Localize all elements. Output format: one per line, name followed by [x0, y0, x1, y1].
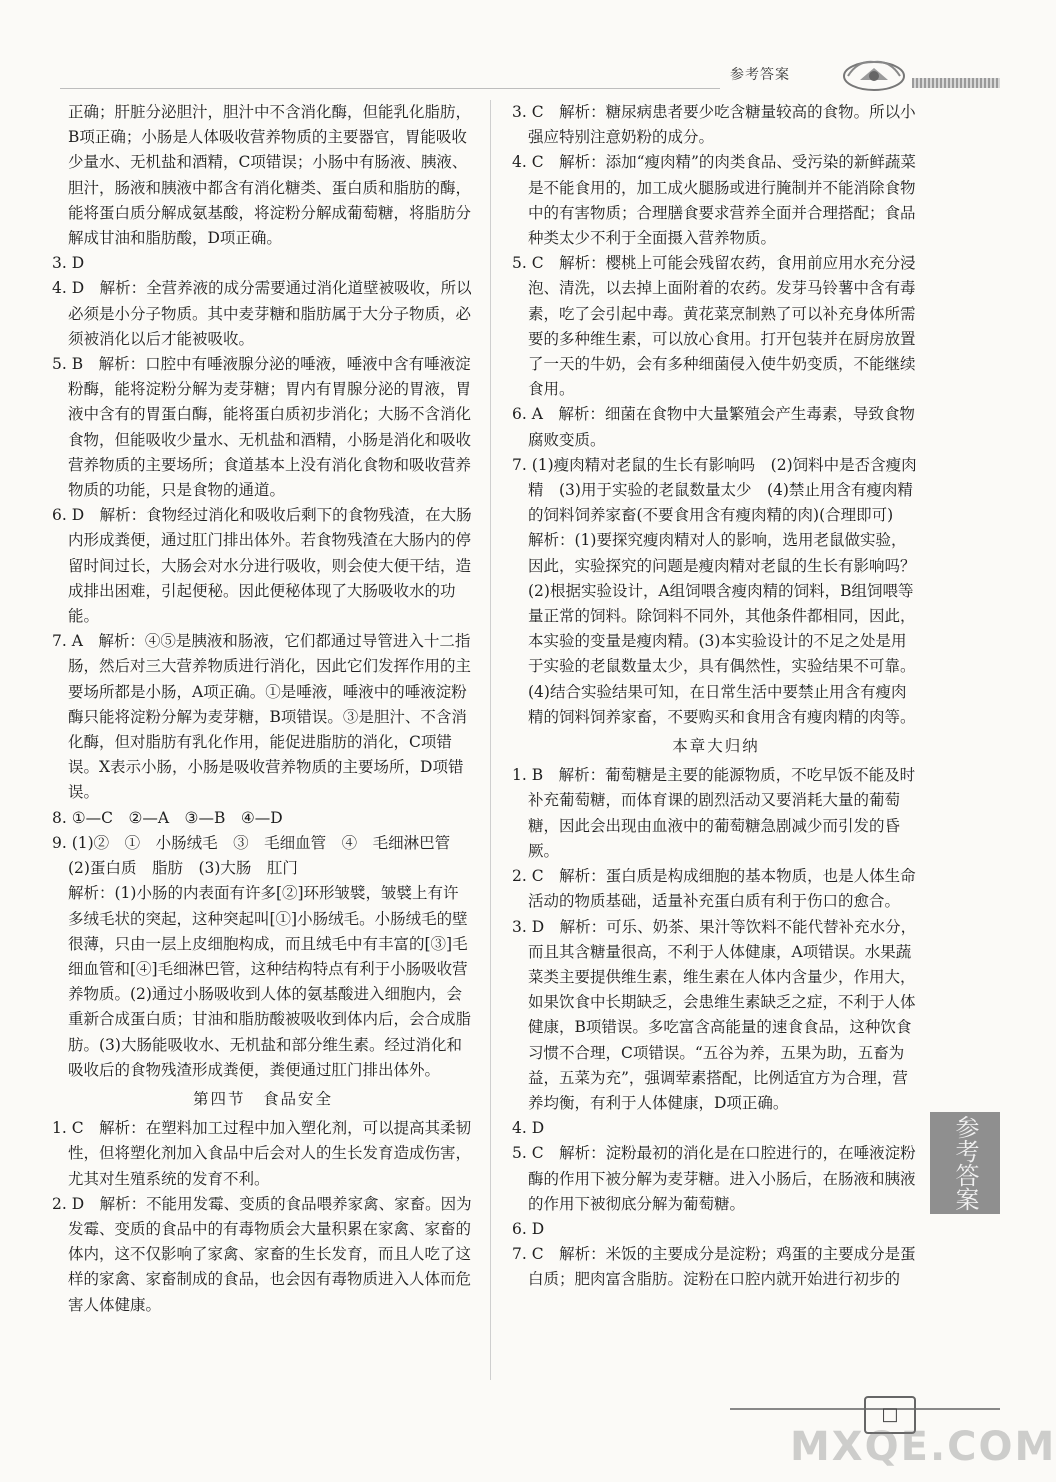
answer-item: 5. C 解析：淀粉最初的消化是在口腔进行的，在唾液淀粉酶的作用下被分解为麦芽糖。进入小肠后，在肠液和胰液的作用下被彻底分解为葡萄糖。 — [512, 1144, 916, 1213]
answer-item: 6. A 解析：细菌在食物中大量繁殖会产生毒素，导致食物腐败变质。 — [512, 405, 915, 449]
answer-item: 2. C 解析：蛋白质是构成细胞的基本物质，也是人体生命活动的物质基础，适量补充蛋白质有利于伤口的愈合。 — [512, 867, 916, 911]
answer-item: 5. B 解析：口腔中有唾液腺分泌的唾液，唾液中含有唾液淀粉酶，能将淀粉分解为麦芽糖；胃内有胃腺分泌的胃液，胃液中含有的胃蛋白酶，能将蛋白质初步消化；大肠不含消化食物，但能吸收少量水、无机盐和酒精，小肠是消化和吸收营养物质的主要场所；食道基本上没有消化食物和吸收营养物质的功能，只是食物的通道。 — [52, 355, 472, 500]
left-column — [52, 100, 474, 1318]
answer-item: 正确；肝脏分泌胆汁，胆汁中不含消化酶，但能乳化脂肪，B项正确；小肠是人体吸收营养物质的主要器官，胃能吸收少量水、无机盐和酒精，C项错误；小肠中有肠液、胰液、胆汁，肠液和胰液中都含有消化糖类、蛋白质和脂肪的酶，能将蛋白质分解成氨基酸，将淀粉分解成葡萄糖，将脂肪分解成甘油和脂肪酸，D项正确。 — [68, 103, 472, 248]
answer-item: 解析：(1)小肠的内表面有许多[②]环形皱襞，皱襞上有许多绒毛状的突起，这种突起叫[①]小肠绒毛。小肠绒毛的壁很薄，只由一层上皮细胞构成，而且绒毛中有丰富的[③]毛细血管和[④]毛细淋巴管，这种结构特点有利于小肠吸收营养物质。(2)通过小肠吸收到人体的氨基酸进入细胞内，会重新合成蛋白质；甘油和脂肪酸被吸收到体内后，会合成脂肪。(3)大肠能吸收水、无机盐和部分维生素。经过消化和吸收后的食物残渣形成粪便，粪便通过肛门排出体外。 — [68, 884, 472, 1079]
page-number-box: □ — [864, 1396, 916, 1434]
answer-item: 1. B 解析：葡萄糖是主要的能源物质，不吃早饭不能及时补充葡萄糖，而体育课的剧烈活动又要消耗大量的葡萄糖，因此会出现由血液中的葡萄糖急剧减少而引发的昏厥。 — [512, 766, 916, 860]
answer-item: 6. D — [512, 1219, 545, 1238]
answer-item: 3. D — [52, 254, 85, 273]
answer-item: 4. D 解析：全营养液的成分需要通过消化道壁被吸收，所以必须是小分子物质。其中麦芽糖和脂肪属于大分子物质，必须被消化以后才能被吸收。 — [52, 279, 472, 348]
column-divider — [490, 100, 491, 1380]
answer-item: 5. C 解析：樱桃上可能会残留农药，食用前应用水充分浸泡、清洗，以去掉上面附着的农药。发芽马铃薯中含有毒素，吃了会引起中毒。黄花菜烹制熟了可以补充身体所需要的多种维生素，可以放心食用。打开包装并在厨房放置了一天的牛奶，会有多种细菌侵入使牛奶变质，不能继续食用。 — [512, 254, 916, 399]
answer-item: 1. C 解析：在塑料加工过程中加入塑化剂，可以提高其柔韧性，但将塑化剂加入食品中后会对人的生长发育造成伤害，尤其对生殖系统的发育不利。 — [52, 1119, 472, 1188]
answer-item: 2. D 解析：不能用发霉、变质的食品喂养家禽、家畜。因为发霉、变质的食品中的有毒物质会大量积累在家禽、家畜的体内，这不仅影响了家禽、家畜的生长发育，而且人吃了这样的家禽、家畜制成的食品，也会因有毒物质进入人体而危害人体健康。 — [52, 1194, 472, 1314]
right-column — [512, 100, 920, 1293]
header-deco-bar — [912, 78, 1000, 88]
answer-item: 3. C 解析：糖尿病患者要少吃含糖量较高的食物。所以小强应特别注意奶粉的成分。 — [512, 103, 916, 147]
page-header — [0, 52, 1000, 92]
header-title: 参考答案 — [730, 67, 790, 83]
watermark-logo: MXQE.COM — [790, 1424, 1056, 1470]
answer-item: 9. (1)② ① 小肠绒毛 ③ 毛细血管 ④ 毛细淋巴管 (2)蛋白质 脂肪 (3)大肠 肛门 — [52, 833, 466, 878]
answer-item: 7. A 解析：④⑤是胰液和肠液，它们都通过导管进入十二指肠，然后对三大营养物质进行消化，因此它们发挥作用的主要场所都是小肠，A项正确。①是唾液，唾液中的唾液淀粉酶只能将淀粉分解为麦芽糖，B项错误。③是胆汁、不含消化酶，但对脂肪有乳化作用，能促进脂肪的消化，C项错误。X表示小肠，小肠是吸收营养物质的主要场所，D项错误。 — [52, 632, 472, 802]
answer-item: 解析：(1)要探究瘦肉精对人的影响，选用老鼠做实验，因此，实验探究的问题是瘦肉精对老鼠的生长有影响吗？(2)根据实验设计，A组饲喂含瘦肉精的饲料，B组饲喂等量正常的饲料。除饲料不同外，其他条件都相同，因此，本实验的变量是瘦肉精。(3)本实验设计的不足之处是用于实验的老鼠数量太少，具有偶然性，实验结果不可靠。(4)结合实验结果可知，在日常生活中要禁止用含有瘦肉精的饲料饲养家畜，不要购买和食用含有瘦肉精的肉等。 — [528, 531, 916, 726]
side-tab: 参考答案 — [930, 1112, 1000, 1214]
section-title: 本章大归纳 — [672, 737, 760, 756]
answer-item: 7. (1)瘦肉精对老鼠的生长有影响吗 (2)饲料中是否含瘦肉精 (3)用于实验的老鼠数量太少 (4)禁止用含有瘦肉精的饲料饲养家畜(不要食用含有瘦肉精的肉)(合理即可) — [512, 455, 917, 525]
answer-item: 3. D 解析：可乐、奶茶、果汁等饮料不能代替补充水分，而且其含糖量很高，不利于人体健康，A项错误。水果蔬菜类主要提供维生素，维生素在人体内含量少，作用大，如果饮食中长期缺乏，会患维生素缺乏之症，不利于人体健康，B项错误。多吃富含高能量的速食食品，这种饮食习惯不合理，C项错误。“五谷为养，五果为助，五畜为益，五菜为充”，强调荤素搭配，比例适宜方为合理，营养均衡，有利于人体健康，D项正确。 — [512, 917, 917, 1112]
answer-item: 4. D — [512, 1119, 545, 1138]
answer-item: 7. C 解析：米饭的主要成分是淀粉；鸡蛋的主要成分是蛋白质；肥肉富含脂肪。淀粉在口腔内就开始进行初步的 — [512, 1245, 916, 1289]
section-title: 第四节 食品安全 — [192, 1089, 333, 1108]
answer-item: 6. D 解析：食物经过消化和吸收后剩下的食物残渣，在大肠内形成粪便，通过肛门排出体外。若食物残渣在大肠内的停留时间过长，大肠会对水分进行吸收，则会使大便干结，造成排出困难，引起便秘。因此便秘体现了大肠吸收水的功能。 — [52, 506, 472, 626]
answer-item: 4. C 解析：添加“瘦肉精”的肉类食品、受污染的新鲜蔬菜是不能食用的，加工成火腿肠或进行腌制并不能消除食物中的有害物质；合理膳食要求营养全面并合理搭配；食品种类太少不利于全面摄入营养物质。 — [512, 153, 916, 248]
answer-item: 8. ①—C ②—A ③—B ④—D — [52, 808, 283, 827]
laurel-emblem-icon — [838, 54, 910, 94]
header-rule — [60, 88, 720, 89]
